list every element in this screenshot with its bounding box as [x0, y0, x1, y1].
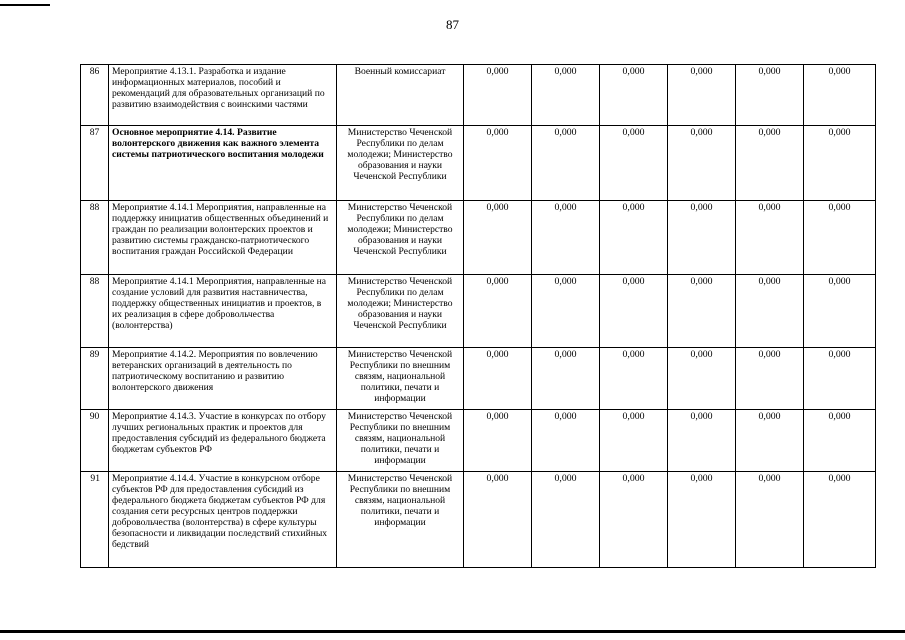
table-body [81, 65, 876, 568]
value-cell: 0,000 [804, 201, 876, 275]
value-cell: 0,000 [464, 65, 532, 126]
value-cell: 0,000 [464, 201, 532, 275]
value-cell: 0,000 [464, 126, 532, 201]
value-cell: 0,000 [600, 472, 668, 568]
activity-name: Мероприятие 4.14.4. Участие в конкурсном отборе субъектов РФ для предоставления субсидий из федерального бюджета бюджетам субъектов РФ для создания сети ресурсных центров поддержки добровольчества (волонтерства) в сфере культуры безопасности и ликвидации последствий стихийных бедствий [109, 472, 337, 568]
value-cell: 0,000 [532, 410, 600, 472]
executor: Министерство Чеченской Республики по внешним связям, национальной политики, печати и информации [337, 410, 464, 472]
top-rule [0, 4, 50, 6]
value-cell: 0,000 [464, 472, 532, 568]
program-table [80, 64, 876, 568]
value-cell: 0,000 [532, 201, 600, 275]
row-number: 90 [81, 410, 109, 472]
value-cell: 0,000 [532, 348, 600, 410]
value-cell: 0,000 [668, 410, 736, 472]
table-row [81, 201, 876, 275]
activity-name: Основное мероприятие 4.14. Развитие волонтерского движения как важного элемента системы патриотического воспитания молодежи [109, 126, 337, 201]
value-cell: 0,000 [668, 275, 736, 348]
value-cell: 0,000 [668, 472, 736, 568]
table-row [81, 472, 876, 568]
value-cell: 0,000 [668, 126, 736, 201]
activity-name: Мероприятие 4.14.1 Мероприятия, направленные на создание условий для развития наставничества, поддержку общественных инициатив и проектов, в их реализация в сфере добровольчества (волонтерства) [109, 275, 337, 348]
value-cell: 0,000 [736, 472, 804, 568]
value-cell: 0,000 [532, 126, 600, 201]
value-cell: 0,000 [600, 126, 668, 201]
value-cell: 0,000 [532, 65, 600, 126]
value-cell: 0,000 [668, 348, 736, 410]
value-cell: 0,000 [804, 65, 876, 126]
activity-name: Мероприятие 4.14.2. Мероприятия по вовлечению ветеранских организаций в деятельность по патриотическому воспитанию и развитию волонтерского движения [109, 348, 337, 410]
table-row [81, 126, 876, 201]
activity-name: Мероприятие 4.14.3. Участие в конкурсах по отбору лучших региональных практик и проектов для предоставления субсидий из федерального бюджета бюджетам субъектов РФ [109, 410, 337, 472]
executor: Министерство Чеченской Республики по внешним связям, национальной политики, печати и информации [337, 348, 464, 410]
value-cell: 0,000 [804, 410, 876, 472]
value-cell: 0,000 [736, 410, 804, 472]
value-cell: 0,000 [804, 472, 876, 568]
executor: Министерство Чеченской Республики по делам молодежи; Министерство образования и науки Чеченской Республики [337, 126, 464, 201]
value-cell: 0,000 [600, 410, 668, 472]
value-cell: 0,000 [600, 201, 668, 275]
value-cell: 0,000 [532, 472, 600, 568]
value-cell: 0,000 [736, 201, 804, 275]
activity-name: Мероприятие 4.14.1 Мероприятия, направленные на поддержку инициатив общественных объединений и граждан по реализации волонтерских проектов и развитию системы гражданско-патриотического воспитания граждан Российской Федерации [109, 201, 337, 275]
activity-name: Мероприятие 4.13.1. Разработка и издание информационных материалов, пособий и рекомендаций для образовательных организаций по развитию взаимодействия с воинскими частями [109, 65, 337, 126]
executor: Министерство Чеченской Республики по делам молодежи; Министерство образования и науки Чеченской Республики [337, 201, 464, 275]
row-number: 89 [81, 348, 109, 410]
page-number: 87 [446, 17, 459, 32]
executor: Министерство Чеченской Республики по делам молодежи; Министерство образования и науки Чеченской Республики [337, 275, 464, 348]
value-cell: 0,000 [736, 348, 804, 410]
table-row [81, 275, 876, 348]
table-row [81, 348, 876, 410]
value-cell: 0,000 [600, 275, 668, 348]
value-cell: 0,000 [804, 275, 876, 348]
value-cell: 0,000 [736, 65, 804, 126]
row-number: 88 [81, 201, 109, 275]
row-number: 87 [81, 126, 109, 201]
value-cell: 0,000 [464, 348, 532, 410]
value-cell: 0,000 [464, 410, 532, 472]
value-cell: 0,000 [464, 275, 532, 348]
table-row [81, 410, 876, 472]
value-cell: 0,000 [804, 126, 876, 201]
value-cell: 0,000 [532, 275, 600, 348]
executor: Военный комиссариат [337, 65, 464, 126]
value-cell: 0,000 [600, 65, 668, 126]
value-cell: 0,000 [736, 275, 804, 348]
row-number: 91 [81, 472, 109, 568]
row-number: 88 [81, 275, 109, 348]
value-cell: 0,000 [804, 348, 876, 410]
row-number: 86 [81, 65, 109, 126]
value-cell: 0,000 [736, 126, 804, 201]
bottom-rule [0, 630, 905, 633]
executor: Министерство Чеченской Республики по внешним связям, национальной политики, печати и информации [337, 472, 464, 568]
value-cell: 0,000 [668, 65, 736, 126]
value-cell: 0,000 [600, 348, 668, 410]
value-cell: 0,000 [668, 201, 736, 275]
table-row [81, 65, 876, 126]
